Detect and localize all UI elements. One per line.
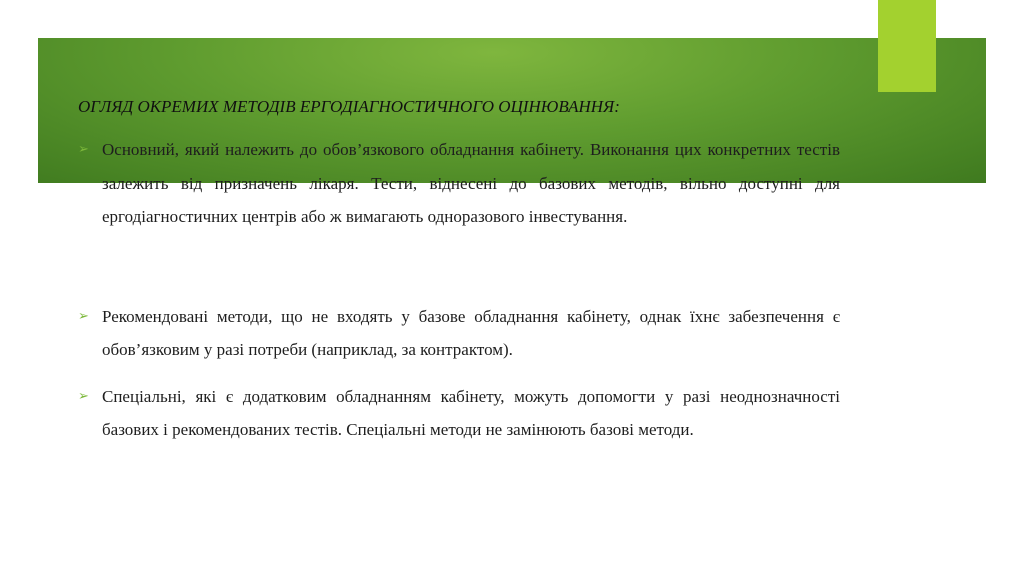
arrow-chevron-icon: ➢ [78, 308, 89, 324]
accent-tab [878, 0, 936, 92]
bullet-text: Основний, який належить до обов’язкового обладнання кабінету. Виконання цих конкретних тестів залежить від призначень лікаря. Тести, віднесені до базових методів, вільно доступні для ергодіагностичних центрів або ж вимагають одноразового інвестування. [102, 140, 840, 226]
arrow-chevron-icon: ➢ [78, 388, 89, 404]
bullet-text: Спеціальні, які є додатковим обладнанням кабінету, можуть допомогти у разі неоднозначності базових і рекомендованих тестів. Спеціальні методи не замінюють базові методи. [102, 386, 840, 439]
slide-title: ОГЛЯД ОКРЕМИХ МЕТОДІВ ЕРГОДІАГНОСТИЧНОГО ОЦІНЮВАННЯ: [78, 97, 620, 116]
bullet-item-basic [78, 133, 840, 234]
arrow-chevron-icon: ➢ [78, 142, 89, 157]
bullet-list [78, 133, 840, 447]
bullet-text: Рекомендовані методи, що не входять у базове обладнання кабінету, однак їхнє забезпечення є обов’язковим у разі потреби (наприклад, за контрактом). [102, 306, 840, 359]
bullet-item-recommended [78, 300, 840, 367]
bullet-item-special [78, 380, 840, 447]
